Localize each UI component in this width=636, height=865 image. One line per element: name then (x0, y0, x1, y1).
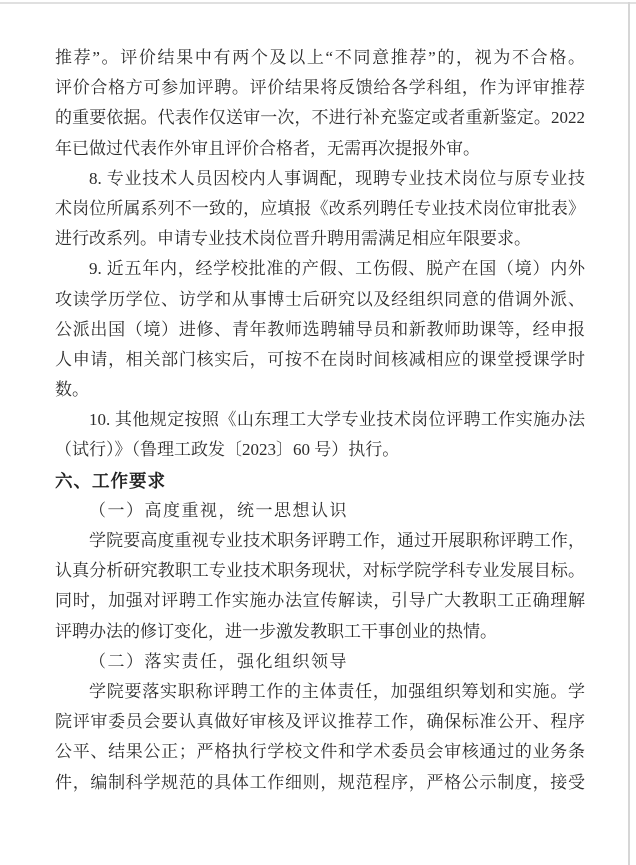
text-line: 评价合格方可参加评聘。评价结果将反馈给各学科组，作为评审推荐 (55, 78, 585, 98)
subsection-heading-2: （二）落实责任，强化组织领导 (89, 651, 348, 671)
text-line: 公平、结果公正；严格执行学校文件和学术委员会审核通过的业务条 (55, 742, 585, 762)
text-line: 术岗位所属系列不一致的，应填报《改系列聘任专业技术岗位审批表》 (55, 198, 585, 218)
section-heading-6: 六、工作要求 (55, 470, 166, 491)
text-line-item-8: 8. 专业技术人员因校内人事调配，现聘专业技术岗位与原专业技 (89, 168, 585, 188)
text-line: 进行改系列。申请专业技术岗位晋升聘用需满足相应年限要求。 (55, 229, 531, 249)
subsection-heading-1: （一）高度重视，统一思想认识 (89, 500, 348, 520)
text-line: 同时，加强对评聘工作实施办法宣传解读，引导广大教职工正确理解 (55, 591, 585, 611)
text-line: 件，编制科学规范的具体工作细则，规范程序，严格公示制度，接受 (55, 772, 585, 792)
scan-right-edge-line (628, 2, 630, 865)
text-line: 推荐”。评价结果中有两个及以上“不同意推荐”的，视为不合格。 (55, 48, 585, 67)
text-line: 年已做过代表作外审且评价合格者，无需再次提报外审。 (55, 138, 480, 158)
text-line: 院评审委员会要认真做好审核及评议推荐工作，确保标准公开、程序 (55, 712, 585, 732)
text-line: 学院要落实职称评聘工作的主体责任，加强组织筹划和实施。学 (89, 681, 585, 701)
text-line-item-9: 9. 近五年内，经学校批准的产假、工伤假、脱产在国（境）内外 (89, 259, 585, 279)
text-line: 公派出国（境）进修、青年教师选聘辅导员和新教师助课等，经申报 (55, 319, 585, 339)
text-line: 数。 (55, 380, 89, 400)
text-line: 人申请，相关部门核实后，可按不在岗时间核减相应的课堂授课学时 (55, 349, 585, 369)
text-line: 认真分析研究教职工专业技术职务现状，对标学院学科专业发展目标。 (55, 561, 585, 581)
text-line-item-10: 10. 其他规定按照《山东理工大学专业技术岗位评聘工作实施办法 (89, 410, 585, 430)
document-text-block (55, 43, 585, 798)
text-line: 学院要高度重视专业技术职务评聘工作，通过开展职称评聘工作， (89, 531, 585, 550)
text-line: 评聘办法的修订变化，进一步激发教职工干事创业的热情。 (55, 621, 497, 641)
scan-top-edge-line (0, 2, 636, 4)
text-line: 攻读学历学位、访学和从事博士后研究以及经组织同意的借调外派、 (55, 289, 585, 309)
text-line: （试行）》（鲁理工政发〔2023〕60 号）执行。 (55, 440, 400, 460)
text-line: 的重要依据。代表作仅送审一次，不进行补充鉴定或者重新鉴定。2022 (55, 108, 585, 128)
